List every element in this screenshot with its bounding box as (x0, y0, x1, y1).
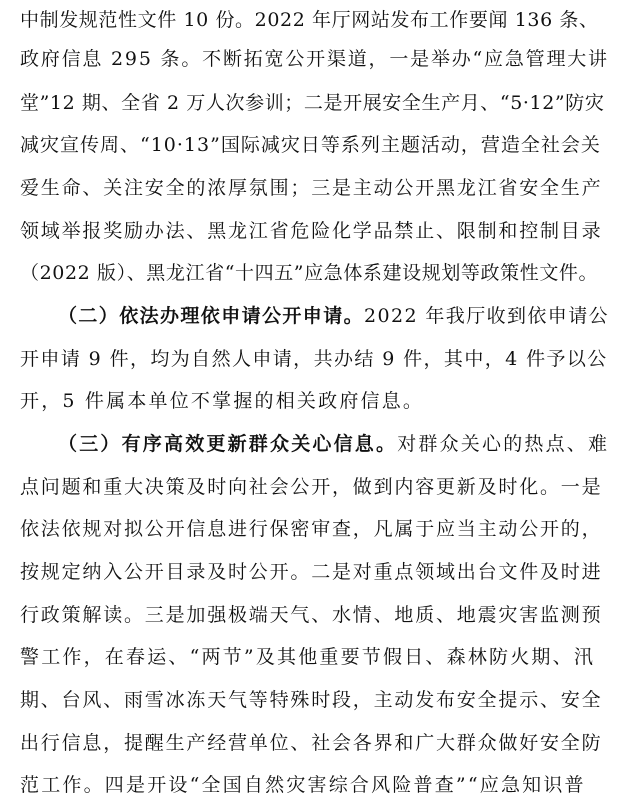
text-line: 开，5 件属本单位不掌握的相关政府信息。 (20, 390, 425, 412)
text-line: 警工作，在春运、“两节”及其他重要节假日、森林防火期、汛 (20, 646, 596, 668)
text-line: 中制发规范性文件 10 份。2022 年厅网站发布工作要闻 136 条、 (20, 9, 599, 31)
text-line: 出行信息，提醒生产经营单位、社会各界和广大群众做好安全防 (20, 732, 603, 754)
section-heading-line: （三）有序高效更新群众关心信息。对群众关心的热点、难 (58, 433, 610, 455)
text-line: 期、台风、雨雪冰冻天气等特殊时段，主动发布安全提示、安全 (20, 689, 603, 711)
text-line: 开申请 9 件，均为自然人申请，共办结 9 件，其中，4 件予以公 (20, 348, 608, 370)
text-line: 领域举报奖励办法、黑龙江省危险化学品禁止、限制和控制目录 (20, 220, 603, 242)
text-line: 爱生命、关注安全的浓厚氛围；三是主动公开黑龙江省安全生产 (20, 177, 603, 199)
text-line: 政府信息 295 条。不断拓宽公开渠道，一是举办“应急管理大讲 (20, 48, 609, 70)
text-line: 行政策解读。三是加强极端天气、水情、地质、地震灾害监测预 (20, 604, 603, 626)
text-line: 堂”12 期、全省 2 万人次参训；二是开展安全生产月、“5·12”防灾 (20, 92, 605, 114)
text-line: 依法依规对拟公开信息进行保密审查，凡属于应当主动公开的， (20, 518, 603, 540)
text-line: 按规定纳入公开目录及时公开。二是对重点领域出台文件及时进 (20, 561, 603, 583)
section-heading-line: （二）依法办理依申请公开申请。2022 年我厅收到依申请公 (58, 305, 610, 327)
text-line: （2022 版）、黑龙江省“十四五”应急体系建设规划等政策性文件。 (20, 262, 599, 284)
text-line: 减灾宣传周、“10·13”国际减灾日等系列主题活动，营造全社会关 (20, 134, 601, 156)
section-heading: （二）依法办理依申请公开申请。 (58, 305, 365, 327)
text-line: 点问题和重大决策及时向社会公开，做到内容更新及时化。一是 (20, 476, 603, 498)
text-line: 范工作。四是开设“全国自然灾害综合风险普查”“应急知识普 (20, 774, 586, 796)
section-heading: （三）有序高效更新群众关心信息。 (58, 433, 398, 455)
